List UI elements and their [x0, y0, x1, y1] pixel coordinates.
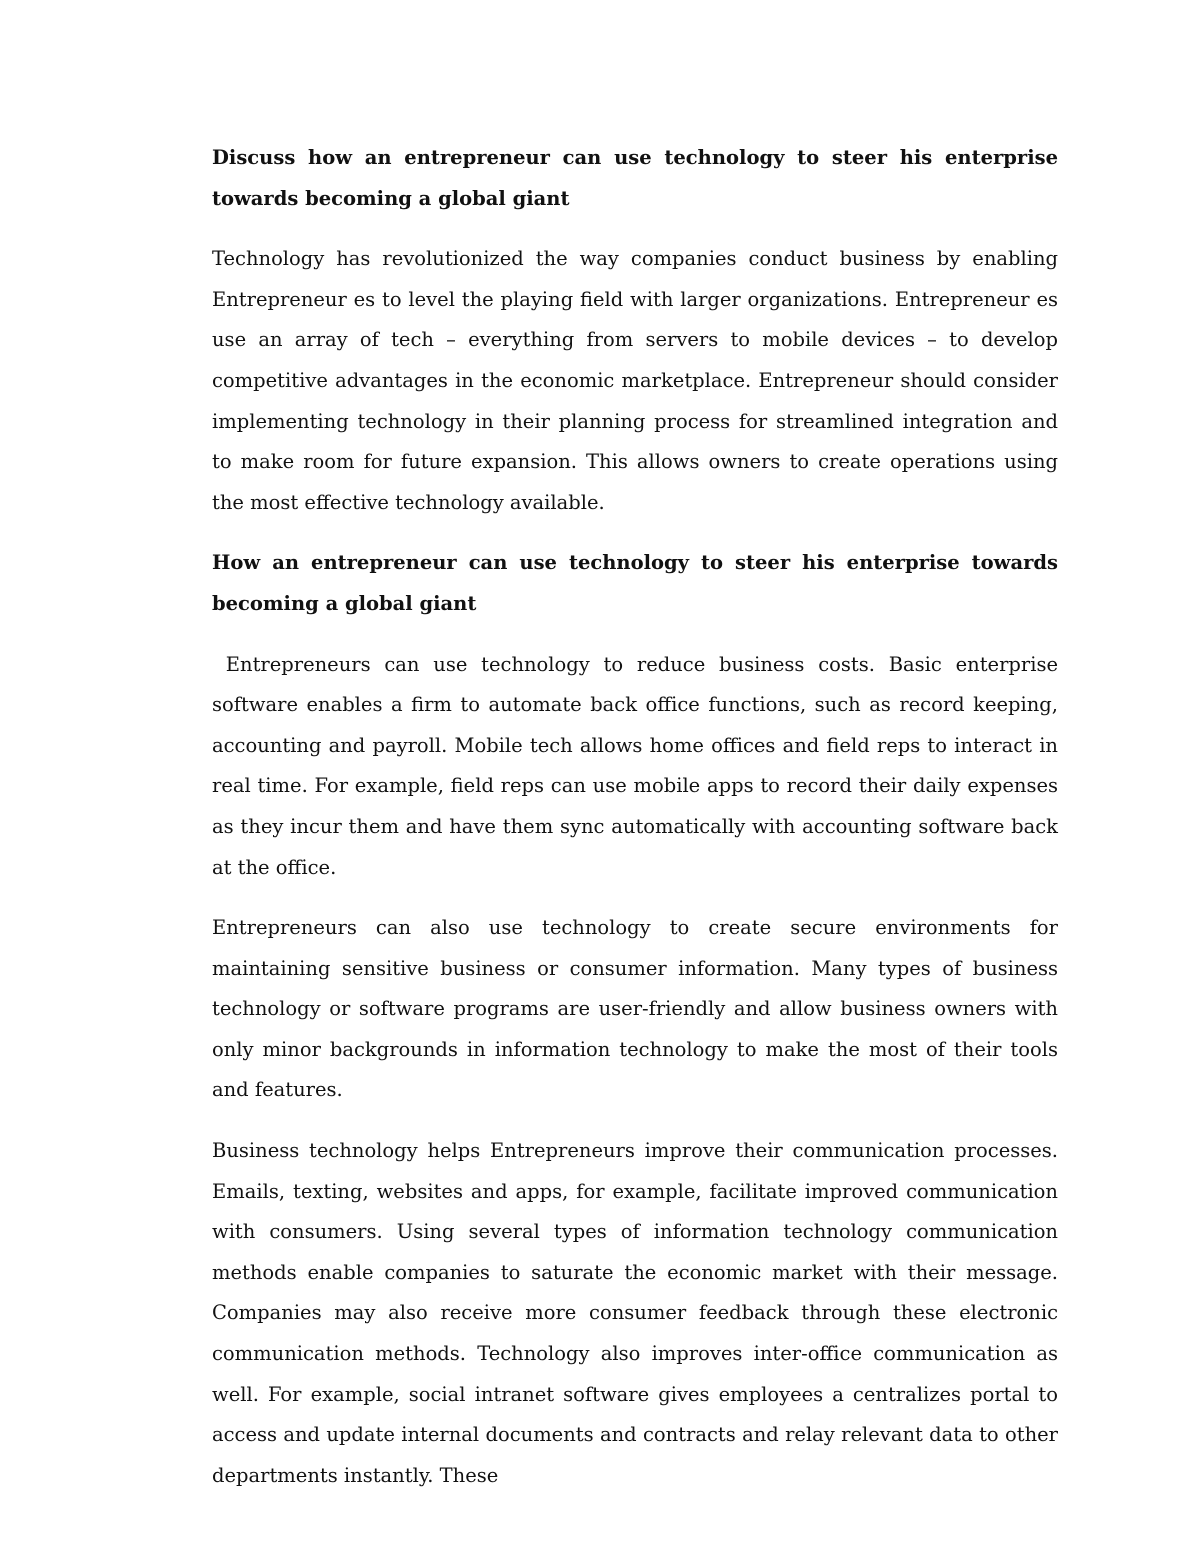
- document-body: [212, 138, 1065, 1496]
- section-heading: How an entrepreneur can use technology to steer his enterprise towards becoming a global giant: [212, 551, 1058, 615]
- security-paragraph: Entrepreneurs can also use technology to create secure environments for maintaining sensitive business or consumer information. Many types of business technology or software programs are user-friendly and allow business owners with only minor backgrounds in information technology to make the most of their tools and features.: [212, 916, 1058, 1102]
- communication-paragraph: Business technology helps Entrepreneurs improve their communication processes. Emails, texting, websites and apps, for example, facilitate improved communication with consumers. Using several types of information technology communication methods enable companies to saturate the economic market with their message. Companies may also receive more consumer feedback through these electronic communication methods. Technology also improves inter-office communication as well. For example, social intranet software gives employees a centralizes portal to access and update internal documents and contracts and relay relevant data to other departments instantly. These: [212, 1139, 1058, 1487]
- costs-paragraph: Entrepreneurs can use technology to reduce business costs. Basic enterprise software enables a firm to automate back office functions, such as record keeping, accounting and payroll. Mobile tech allows home offices and field reps to interact in real time. For example, field reps can use mobile apps to record their daily expenses as they incur them and have them sync automatically with accounting software back at the office.: [212, 652, 1065, 879]
- main-heading: Discuss how an entrepreneur can use technology to steer his enterprise towards becoming a global giant: [212, 146, 1058, 210]
- intro-paragraph: Technology has revolutionized the way companies conduct business by enabling Entrepreneur es to level the playing field with larger organizations. Entrepreneur es use an array of tech – everything from servers to mobile devices – to develop competitive advantages in the economic marketplace. Entrepreneur should consider implementing technology in their planning process for streamlined integration and to make room for future expansion. This allows owners to create operations using the most effective technology available.: [212, 247, 1058, 514]
